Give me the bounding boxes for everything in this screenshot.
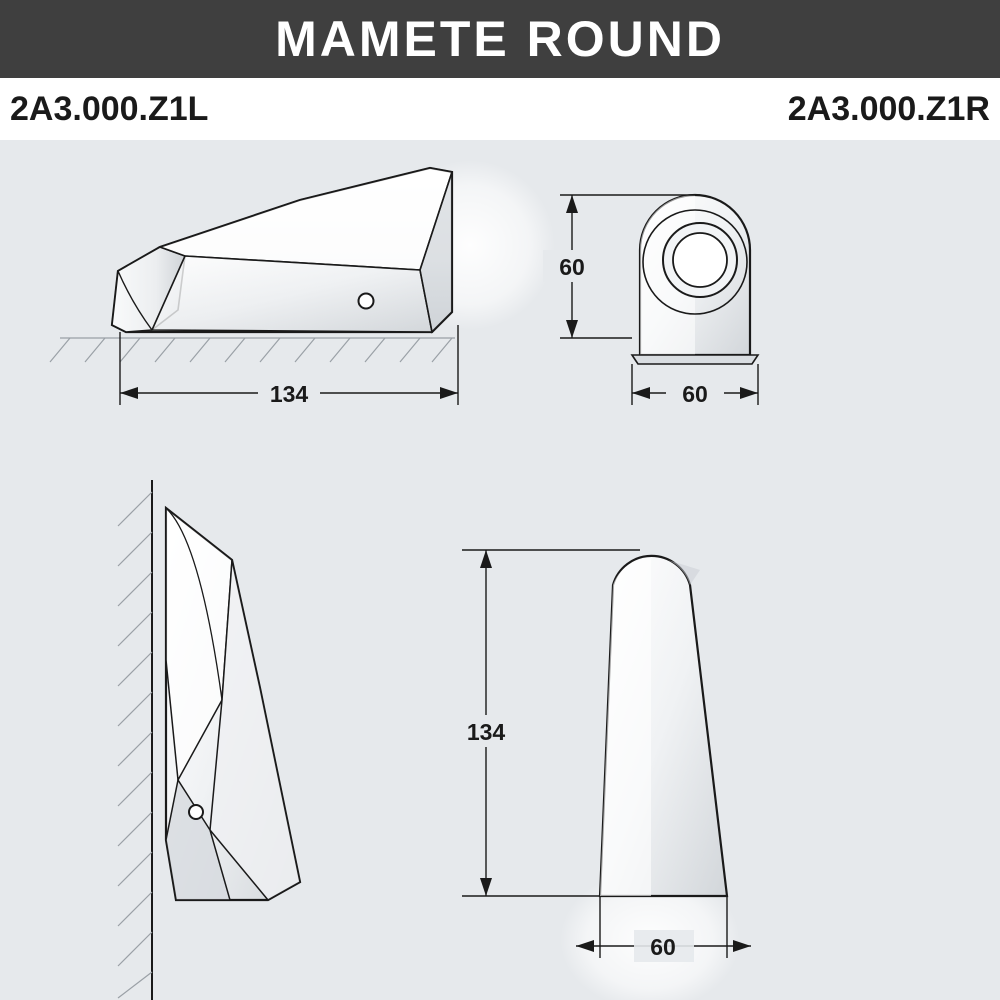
base-plate <box>632 355 758 364</box>
dimension-label-134-top: 134 <box>269 381 309 407</box>
front-elevation-highlight <box>600 558 651 896</box>
technical-drawing-area <box>0 140 1000 1000</box>
drawing-top-right <box>543 195 758 408</box>
drawing-top-left <box>50 160 555 408</box>
drawing-bottom-right <box>450 550 751 1000</box>
lamp-body-facet-top <box>160 168 452 270</box>
screw-hole-icon <box>359 294 374 309</box>
wall-hatching <box>118 492 152 998</box>
ground-hatching <box>50 338 455 362</box>
product-code-right: 2A3.000.Z1R <box>787 89 990 128</box>
dimension-label-60-vertical: 60 <box>559 254 585 280</box>
dimension-label-134-bottom: 134 <box>466 719 506 745</box>
product-code-bar <box>0 78 1000 140</box>
product-code-left: 2A3.000.Z1L <box>10 89 209 128</box>
dimension-label-60-bottom: 60 <box>650 934 676 960</box>
dimension-label-60-top-right: 60 <box>682 381 708 407</box>
drawing-bottom-left <box>118 480 300 1000</box>
page-title: MAMETE ROUND <box>275 11 725 67</box>
screw-hole-icon-bottom-left <box>189 805 203 819</box>
lens-inner <box>673 233 727 287</box>
title-bar <box>0 0 1000 78</box>
